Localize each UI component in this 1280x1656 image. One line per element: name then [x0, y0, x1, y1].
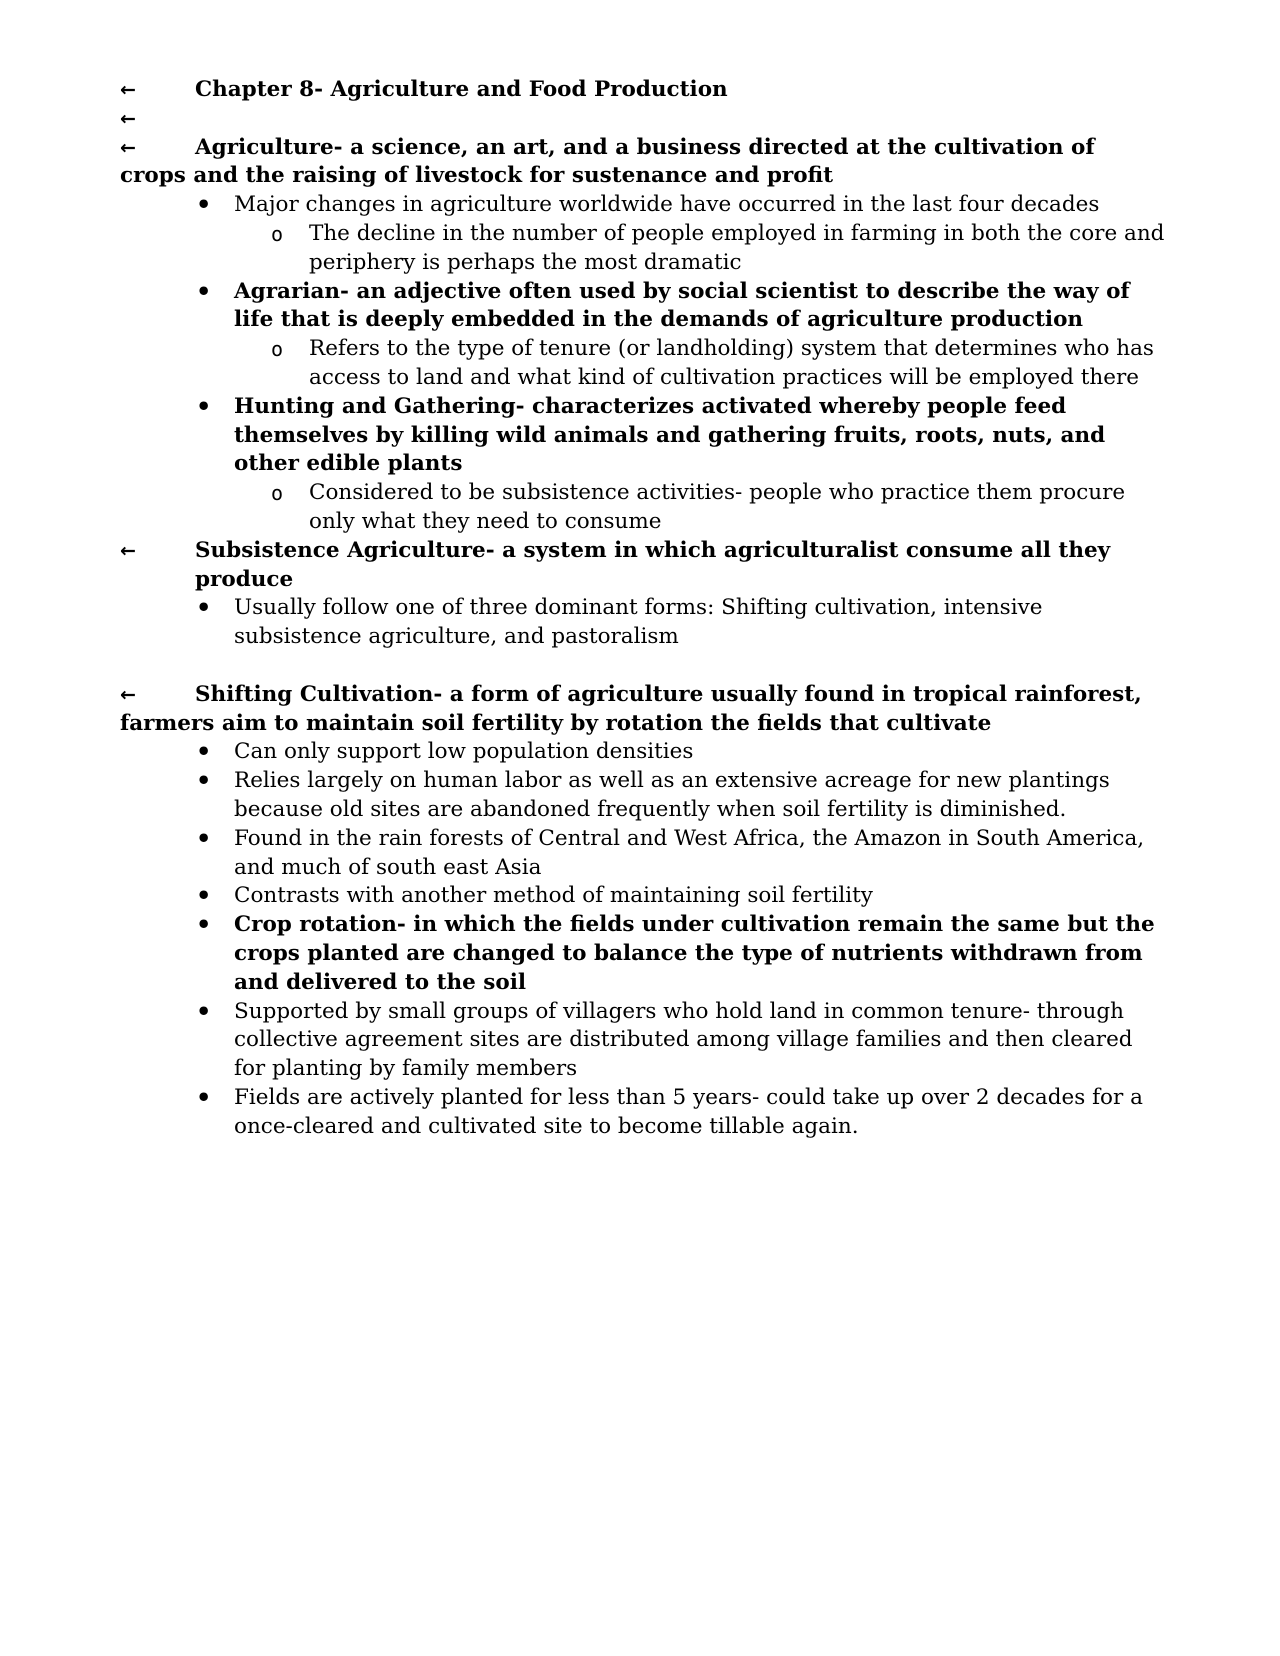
list-item-text: Usually follow one of three dominant forms: Shifting cultivation, intensive subsistence agriculture, and pastoralism — [234, 595, 1043, 650]
left-arrow-icon: ← — [120, 107, 136, 130]
list-item-text: Can only support low population densities — [234, 739, 694, 765]
bullet-icon: • — [196, 1082, 212, 1112]
bullet-icon: • — [196, 910, 212, 940]
bullet-icon: • — [196, 391, 212, 421]
list-item-text: Major changes in agriculture worldwide have occurred in the last four decades — [234, 192, 1100, 218]
list-item — [196, 391, 1165, 537]
subsistence-definition — [120, 537, 1165, 595]
left-arrow-icon: ← — [120, 79, 136, 101]
sub-list — [234, 479, 1165, 537]
subsistence-definition-text: Subsistence Agriculture- a system in which agriculturalist consume all they produce — [195, 537, 1111, 592]
circle-bullet-icon: o — [271, 481, 284, 506]
blank-line — [120, 652, 1165, 681]
bullet-icon: • — [196, 593, 212, 623]
bullet-icon: • — [196, 276, 212, 306]
list-item-text: Found in the rain forests of Central and West Africa, the Amazon in South America, and much of south east Asia — [234, 825, 1145, 880]
sub-list-item — [271, 335, 1165, 393]
list-item-text: Contrasts with another method of maintaining soil fertility — [234, 883, 873, 909]
list-item — [196, 276, 1165, 393]
sub-list-item — [271, 220, 1165, 278]
circle-bullet-icon: o — [271, 221, 284, 246]
left-arrow-icon: ← — [120, 539, 136, 562]
empty-arrow-line — [120, 105, 1165, 134]
chapter-heading-line — [120, 76, 1165, 105]
shifting-cultivation-list — [120, 738, 1165, 1141]
list-item — [196, 881, 1165, 911]
list-item-text: Fields are actively planted for less than 5 years- could take up over 2 decades for a once-cleared and cultivated site to become tillable again. — [234, 1084, 1143, 1139]
list-item — [196, 910, 1165, 997]
sub-list-item-text: The decline in the number of people employed in farming in both the core and periphery is perhaps the most dramatic — [309, 220, 1165, 275]
list-item-text: Supported by small groups of villagers who hold land in common tenure- through collective agreement sites are distributed among village families and then cleared for planting by family members — [234, 998, 1133, 1082]
crop-rotation-definition: Crop rotation- in which the fields under cultivation remain the same but the crops planted are changed to balance the type of nutrients withdrawn from and delivered to the soil — [234, 912, 1155, 995]
subsistence-list — [120, 594, 1165, 652]
agrarian-definition: Agrarian- an adjective often used by social scientist to describe the way of life that is deeply embedded in the demands of agriculture production — [234, 278, 1130, 333]
sub-list — [234, 335, 1165, 393]
bullet-icon: • — [196, 996, 212, 1026]
list-item — [196, 1082, 1165, 1142]
left-arrow-icon: ← — [120, 683, 136, 706]
document-body — [120, 76, 1165, 1141]
list-item — [196, 823, 1165, 883]
bullet-icon: • — [196, 766, 212, 796]
sub-list — [234, 220, 1165, 278]
bullet-icon: • — [196, 190, 212, 220]
hunting-gathering-definition: Hunting and Gathering- characterizes activated whereby people feed themselves by killing wild animals and gathering fruits, roots, nuts, and other edible plants — [234, 393, 1106, 477]
sub-list-item — [271, 479, 1165, 537]
chapter-heading: Chapter 8- Agriculture and Food Production — [195, 77, 728, 102]
list-item — [196, 766, 1165, 825]
sub-list-item-text: Considered to be subsistence activities- people who practice them procure only what they need to consume — [309, 480, 1126, 534]
bullet-icon: • — [196, 737, 212, 767]
shifting-cultivation-definition-text: Shifting Cultivation- a form of agriculture usually found in tropical rainforest, farmers aim to maintain soil fertility by rotation the fields that cultivate — [120, 681, 1142, 736]
list-item — [196, 996, 1165, 1084]
circle-bullet-icon: o — [271, 337, 284, 362]
shifting-cultivation-definition — [120, 681, 1165, 739]
list-item — [196, 190, 1165, 277]
list-item — [196, 737, 1165, 767]
agriculture-list — [120, 191, 1165, 537]
left-arrow-icon: ← — [120, 136, 136, 159]
agriculture-definition — [120, 134, 1165, 192]
bullet-icon: • — [196, 823, 212, 853]
list-item — [196, 593, 1165, 652]
bullet-icon: • — [196, 881, 212, 911]
list-item-text: Relies largely on human labor as well as an extensive acreage for new plantings because old sites are abandoned frequently when soil fertility is diminished. — [234, 768, 1110, 822]
sub-list-item-text: Refers to the type of tenure (or landholding) system that determines who has access to land and what kind of cultivation practices will be employed there — [309, 336, 1154, 390]
agriculture-definition-text: Agriculture- a science, an art, and a business directed at the cultivation of crops and the raising of livestock for sustenance and profit — [120, 134, 1095, 189]
